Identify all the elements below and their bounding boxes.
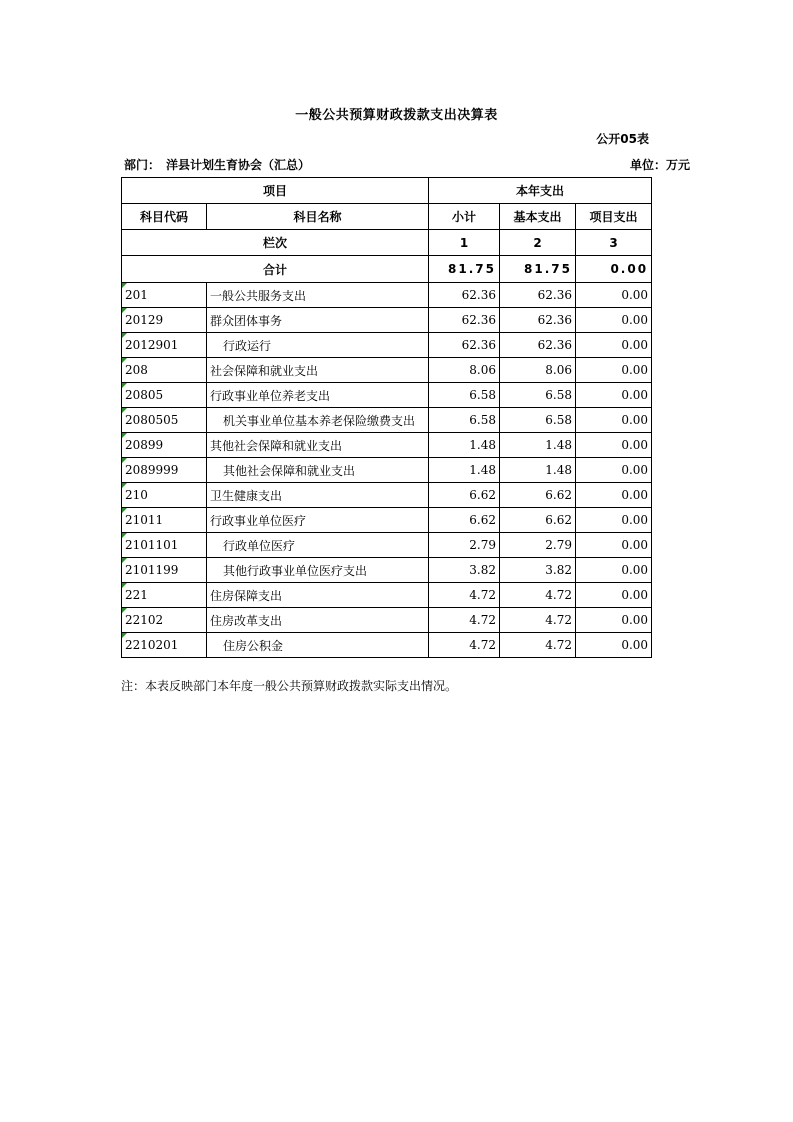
row-name-text: 其他行政事业单位医疗支出	[223, 563, 368, 578]
row-name-text: 行政事业单位养老支出	[210, 388, 331, 403]
row-project-text: 0.00	[621, 413, 649, 427]
row-code-text: 20129	[125, 313, 164, 327]
row-subtotal-text: 6.62	[469, 513, 497, 527]
row-subtotal	[429, 458, 500, 483]
row-subtotal	[429, 508, 500, 533]
row-project-text: 0.00	[621, 438, 649, 452]
row-subtotal-text: 62.36	[461, 288, 497, 302]
row-project-text: 0.00	[621, 513, 649, 527]
row-code	[122, 508, 207, 533]
row-project-text: 0.00	[621, 388, 649, 402]
row-project	[576, 408, 652, 433]
cell-marker-icon	[122, 533, 127, 538]
table-code: 公开05表	[596, 132, 649, 146]
row-basic	[500, 408, 576, 433]
row-subtotal-text: 6.58	[469, 413, 497, 427]
row-basic	[500, 458, 576, 483]
row-basic	[500, 308, 576, 333]
row-code	[122, 408, 207, 433]
total-subtotal: 81.75	[429, 256, 500, 283]
row-name	[207, 508, 429, 533]
row-code-text: 2089999	[125, 463, 179, 477]
row-code-text: 201	[125, 288, 148, 302]
total-label: 合计	[122, 256, 429, 283]
row-name-text: 行政单位医疗	[223, 538, 296, 553]
row-name	[207, 408, 429, 433]
cell-marker-icon	[122, 633, 127, 638]
row-basic-text: 4.72	[545, 638, 573, 652]
cell-marker-icon	[122, 508, 127, 513]
row-name	[207, 433, 429, 458]
row-name-text: 群众团体事务	[210, 313, 283, 328]
row-project	[576, 483, 652, 508]
department-label: 部门： 洋县计划生育协会（汇总）	[124, 158, 311, 172]
row-code-text: 2080505	[125, 413, 179, 427]
row-subtotal-text: 2.79	[469, 538, 497, 552]
row-name	[207, 608, 429, 633]
table-row	[122, 383, 652, 408]
row-code-text: 2101101	[125, 538, 179, 552]
row-basic-text: 1.48	[545, 463, 573, 477]
cell-marker-icon	[122, 383, 127, 388]
row-project-text: 0.00	[621, 463, 649, 477]
row-basic-text: 6.62	[545, 513, 573, 527]
row-name-text: 行政运行	[223, 338, 272, 353]
row-subtotal	[429, 408, 500, 433]
cell-marker-icon	[122, 433, 127, 438]
row-subtotal-text: 1.48	[469, 438, 497, 452]
row-subtotal	[429, 333, 500, 358]
row-code	[122, 608, 207, 633]
row-subtotal	[429, 383, 500, 408]
cell-marker-icon	[122, 408, 127, 413]
row-code	[122, 383, 207, 408]
cell-marker-icon	[122, 483, 127, 488]
row-name	[207, 583, 429, 608]
row-subtotal-text: 6.62	[469, 488, 497, 502]
row-name-text: 住房改革支出	[210, 613, 283, 628]
header-row-index	[122, 230, 652, 256]
row-code-text: 2101199	[125, 563, 179, 577]
row-code	[122, 483, 207, 508]
row-code	[122, 433, 207, 458]
row-subtotal	[429, 433, 500, 458]
header-current-year: 本年支出	[429, 178, 652, 204]
row-subtotal	[429, 483, 500, 508]
row-name-text: 行政事业单位医疗	[210, 513, 307, 528]
row-subtotal	[429, 358, 500, 383]
row-name-text: 社会保障和就业支出	[210, 363, 319, 378]
row-project	[576, 608, 652, 633]
row-project-text: 0.00	[621, 338, 649, 352]
row-subtotal	[429, 633, 500, 658]
table-row	[122, 408, 652, 433]
footnote: 注：本表反映部门本年度一般公共预算财政拨款实际支出情况。	[121, 679, 458, 693]
row-code-text: 221	[125, 588, 148, 602]
row-name	[207, 633, 429, 658]
table-row	[122, 533, 652, 558]
unit-label: 单位：万元	[630, 158, 691, 172]
expenditure-table	[121, 177, 652, 658]
row-basic-text: 6.58	[545, 388, 573, 402]
table-row	[122, 583, 652, 608]
header-project-exp: 项目支出	[576, 204, 652, 230]
cell-marker-icon	[122, 583, 127, 588]
row-name	[207, 333, 429, 358]
row-name-text: 住房公积金	[223, 638, 284, 653]
table-row	[122, 558, 652, 583]
row-code-text: 22102	[125, 613, 164, 627]
row-project	[576, 558, 652, 583]
row-basic	[500, 383, 576, 408]
row-subtotal-text: 4.72	[469, 588, 497, 602]
row-name	[207, 483, 429, 508]
table-row	[122, 508, 652, 533]
row-subtotal	[429, 583, 500, 608]
row-project-text: 0.00	[621, 538, 649, 552]
row-project-text: 0.00	[621, 288, 649, 302]
header-row-1	[122, 178, 652, 204]
row-project	[576, 283, 652, 308]
row-code	[122, 583, 207, 608]
row-project-text: 0.00	[621, 563, 649, 577]
row-name-text: 一般公共服务支出	[210, 288, 307, 303]
row-subtotal-text: 4.72	[469, 638, 497, 652]
row-code-text: 2210201	[125, 638, 179, 652]
table-row	[122, 358, 652, 383]
cell-marker-icon	[122, 358, 127, 363]
row-name	[207, 308, 429, 333]
row-name-text: 机关事业单位基本养老保险缴费支出	[223, 413, 416, 428]
header-subject-name: 科目名称	[207, 204, 429, 230]
cell-marker-icon	[122, 308, 127, 313]
row-basic	[500, 558, 576, 583]
row-basic-text: 6.62	[545, 488, 573, 502]
row-project	[576, 333, 652, 358]
row-subtotal-text: 3.82	[469, 563, 497, 577]
row-project-text: 0.00	[621, 613, 649, 627]
header-row-2	[122, 204, 652, 230]
row-subtotal-text: 1.48	[469, 463, 497, 477]
row-project	[576, 583, 652, 608]
row-code-text: 20805	[125, 388, 164, 402]
row-basic-text: 62.36	[537, 313, 573, 327]
row-name	[207, 558, 429, 583]
row-project	[576, 533, 652, 558]
row-project-text: 0.00	[621, 588, 649, 602]
row-subtotal-text: 4.72	[469, 613, 497, 627]
row-basic-text: 3.82	[545, 563, 573, 577]
row-code-text: 20899	[125, 438, 164, 452]
row-basic-text: 62.36	[537, 338, 573, 352]
row-basic	[500, 583, 576, 608]
row-name-text: 卫生健康支出	[210, 488, 283, 503]
row-name-text: 其他社会保障和就业支出	[223, 463, 356, 478]
row-basic	[500, 508, 576, 533]
table-row	[122, 458, 652, 483]
row-subtotal	[429, 283, 500, 308]
row-subtotal-text: 62.36	[461, 338, 497, 352]
header-idx-3: 3	[576, 230, 652, 256]
row-basic-text: 2.79	[545, 538, 573, 552]
row-name	[207, 533, 429, 558]
row-code-text: 2012901	[125, 338, 179, 352]
row-code-text: 21011	[125, 513, 164, 527]
table-row	[122, 483, 652, 508]
row-code	[122, 558, 207, 583]
row-basic-text: 4.72	[545, 613, 573, 627]
row-basic	[500, 283, 576, 308]
header-basic: 基本支出	[500, 204, 576, 230]
row-project-text: 0.00	[621, 363, 649, 377]
row-basic-text: 62.36	[537, 288, 573, 302]
cell-marker-icon	[122, 283, 127, 288]
table-row	[122, 633, 652, 658]
row-subtotal	[429, 308, 500, 333]
table-row	[122, 283, 652, 308]
row-name	[207, 283, 429, 308]
row-basic-text: 8.06	[545, 363, 573, 377]
cell-marker-icon	[122, 333, 127, 338]
row-basic	[500, 333, 576, 358]
row-name	[207, 458, 429, 483]
total-basic: 81.75	[500, 256, 576, 283]
header-row-label: 栏次	[122, 230, 429, 256]
row-code	[122, 533, 207, 558]
row-subtotal-text: 62.36	[461, 313, 497, 327]
row-name	[207, 358, 429, 383]
page-title: 一般公共预算财政拨款支出决算表	[295, 108, 498, 123]
row-project-text: 0.00	[621, 313, 649, 327]
table-row	[122, 433, 652, 458]
row-project-text: 0.00	[621, 488, 649, 502]
table-row	[122, 608, 652, 633]
row-code	[122, 633, 207, 658]
row-name	[207, 383, 429, 408]
row-basic	[500, 633, 576, 658]
row-code	[122, 358, 207, 383]
header-subtotal: 小计	[429, 204, 500, 230]
table-row	[122, 333, 652, 358]
header-project: 项目	[122, 178, 429, 204]
row-subtotal	[429, 558, 500, 583]
row-subtotal-text: 6.58	[469, 388, 497, 402]
header-idx-2: 2	[500, 230, 576, 256]
row-code	[122, 308, 207, 333]
row-project	[576, 383, 652, 408]
row-basic	[500, 358, 576, 383]
row-code	[122, 333, 207, 358]
row-project-text: 0.00	[621, 638, 649, 652]
row-project	[576, 308, 652, 333]
cell-marker-icon	[122, 558, 127, 563]
row-subtotal	[429, 608, 500, 633]
row-name-text: 其他社会保障和就业支出	[210, 438, 343, 453]
row-project	[576, 433, 652, 458]
row-basic-text: 1.48	[545, 438, 573, 452]
row-subtotal-text: 8.06	[469, 363, 497, 377]
row-project	[576, 458, 652, 483]
row-basic-text: 6.58	[545, 413, 573, 427]
table-row	[122, 308, 652, 333]
row-code-text: 208	[125, 363, 148, 377]
row-project	[576, 508, 652, 533]
cell-marker-icon	[122, 458, 127, 463]
header-subject-code: 科目代码	[122, 204, 207, 230]
row-basic	[500, 433, 576, 458]
row-basic-text: 4.72	[545, 588, 573, 602]
row-code	[122, 458, 207, 483]
header-idx-1: 1	[429, 230, 500, 256]
row-subtotal	[429, 533, 500, 558]
cell-marker-icon	[122, 608, 127, 613]
row-basic	[500, 483, 576, 508]
total-row	[122, 256, 652, 283]
row-basic	[500, 608, 576, 633]
row-project	[576, 633, 652, 658]
row-project	[576, 358, 652, 383]
total-project: 0.00	[576, 256, 652, 283]
row-code	[122, 283, 207, 308]
row-name-text: 住房保障支出	[210, 588, 283, 603]
row-code-text: 210	[125, 488, 148, 502]
row-basic	[500, 533, 576, 558]
